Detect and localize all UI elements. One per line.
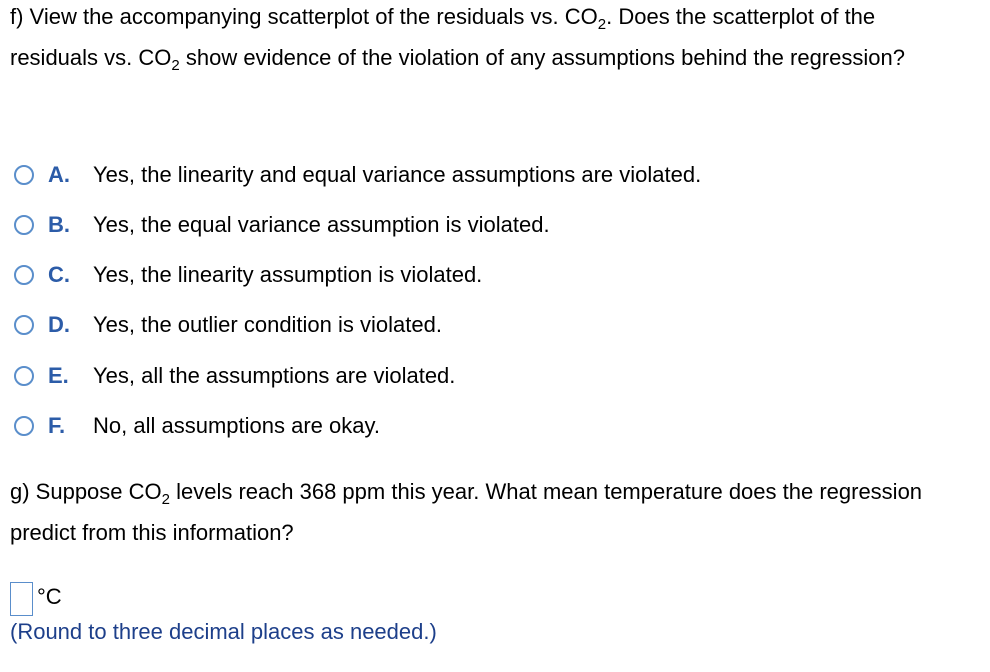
option-a-text: Yes, the linearity and equal variance assumptions are violated. <box>93 162 702 187</box>
radio-d[interactable] <box>14 315 34 335</box>
option-c[interactable] <box>14 258 482 292</box>
question-f-part2: . Does the scatterplot of the residuals vs. CO <box>10 4 876 70</box>
question-f-part3: show evidence of the violation of any assumptions behind the regression? <box>179 45 905 70</box>
option-b-letter: B. <box>48 212 70 237</box>
question-g-subscript: 2 <box>161 491 170 508</box>
radio-b[interactable] <box>14 215 34 235</box>
question-g-part1: g) Suppose CO <box>10 479 162 504</box>
question-f-text <box>10 0 960 78</box>
option-b[interactable] <box>14 208 550 242</box>
option-c-letter: C. <box>48 262 70 287</box>
radio-e[interactable] <box>14 366 34 386</box>
option-d-letter: D. <box>48 312 70 337</box>
option-b-text: Yes, the equal variance assumption is violated. <box>93 212 550 237</box>
option-e[interactable] <box>14 359 455 393</box>
question-f-subscript-1: 2 <box>597 16 607 33</box>
radio-c[interactable] <box>14 265 34 285</box>
option-d-text: Yes, the outlier condition is violated. <box>93 312 442 337</box>
question-f-subscript-2: 2 <box>171 57 180 74</box>
option-f-letter: F. <box>48 413 66 438</box>
rounding-hint: (Round to three decimal places as needed.) <box>10 619 437 644</box>
option-e-text: Yes, all the assumptions are violated. <box>93 363 456 388</box>
question-g-text <box>10 471 960 553</box>
answer-input[interactable] <box>10 582 33 616</box>
option-f[interactable] <box>14 409 380 443</box>
answer-row <box>10 580 62 618</box>
question-g-part2: levels reach 368 ppm this year. What mean temperature does the regression predict from this information? <box>10 479 923 545</box>
radio-a[interactable] <box>14 165 34 185</box>
radio-f[interactable] <box>14 416 34 436</box>
question-f-part1: f) View the accompanying scatterplot of the residuals vs. CO <box>10 4 598 29</box>
answer-unit: °C <box>37 584 62 609</box>
option-a-letter: A. <box>48 162 70 187</box>
option-d[interactable] <box>14 308 442 342</box>
option-a[interactable] <box>14 158 701 192</box>
option-e-letter: E. <box>48 363 69 388</box>
option-c-text: Yes, the linearity assumption is violated. <box>93 262 483 287</box>
option-f-text: No, all assumptions are okay. <box>93 413 380 438</box>
